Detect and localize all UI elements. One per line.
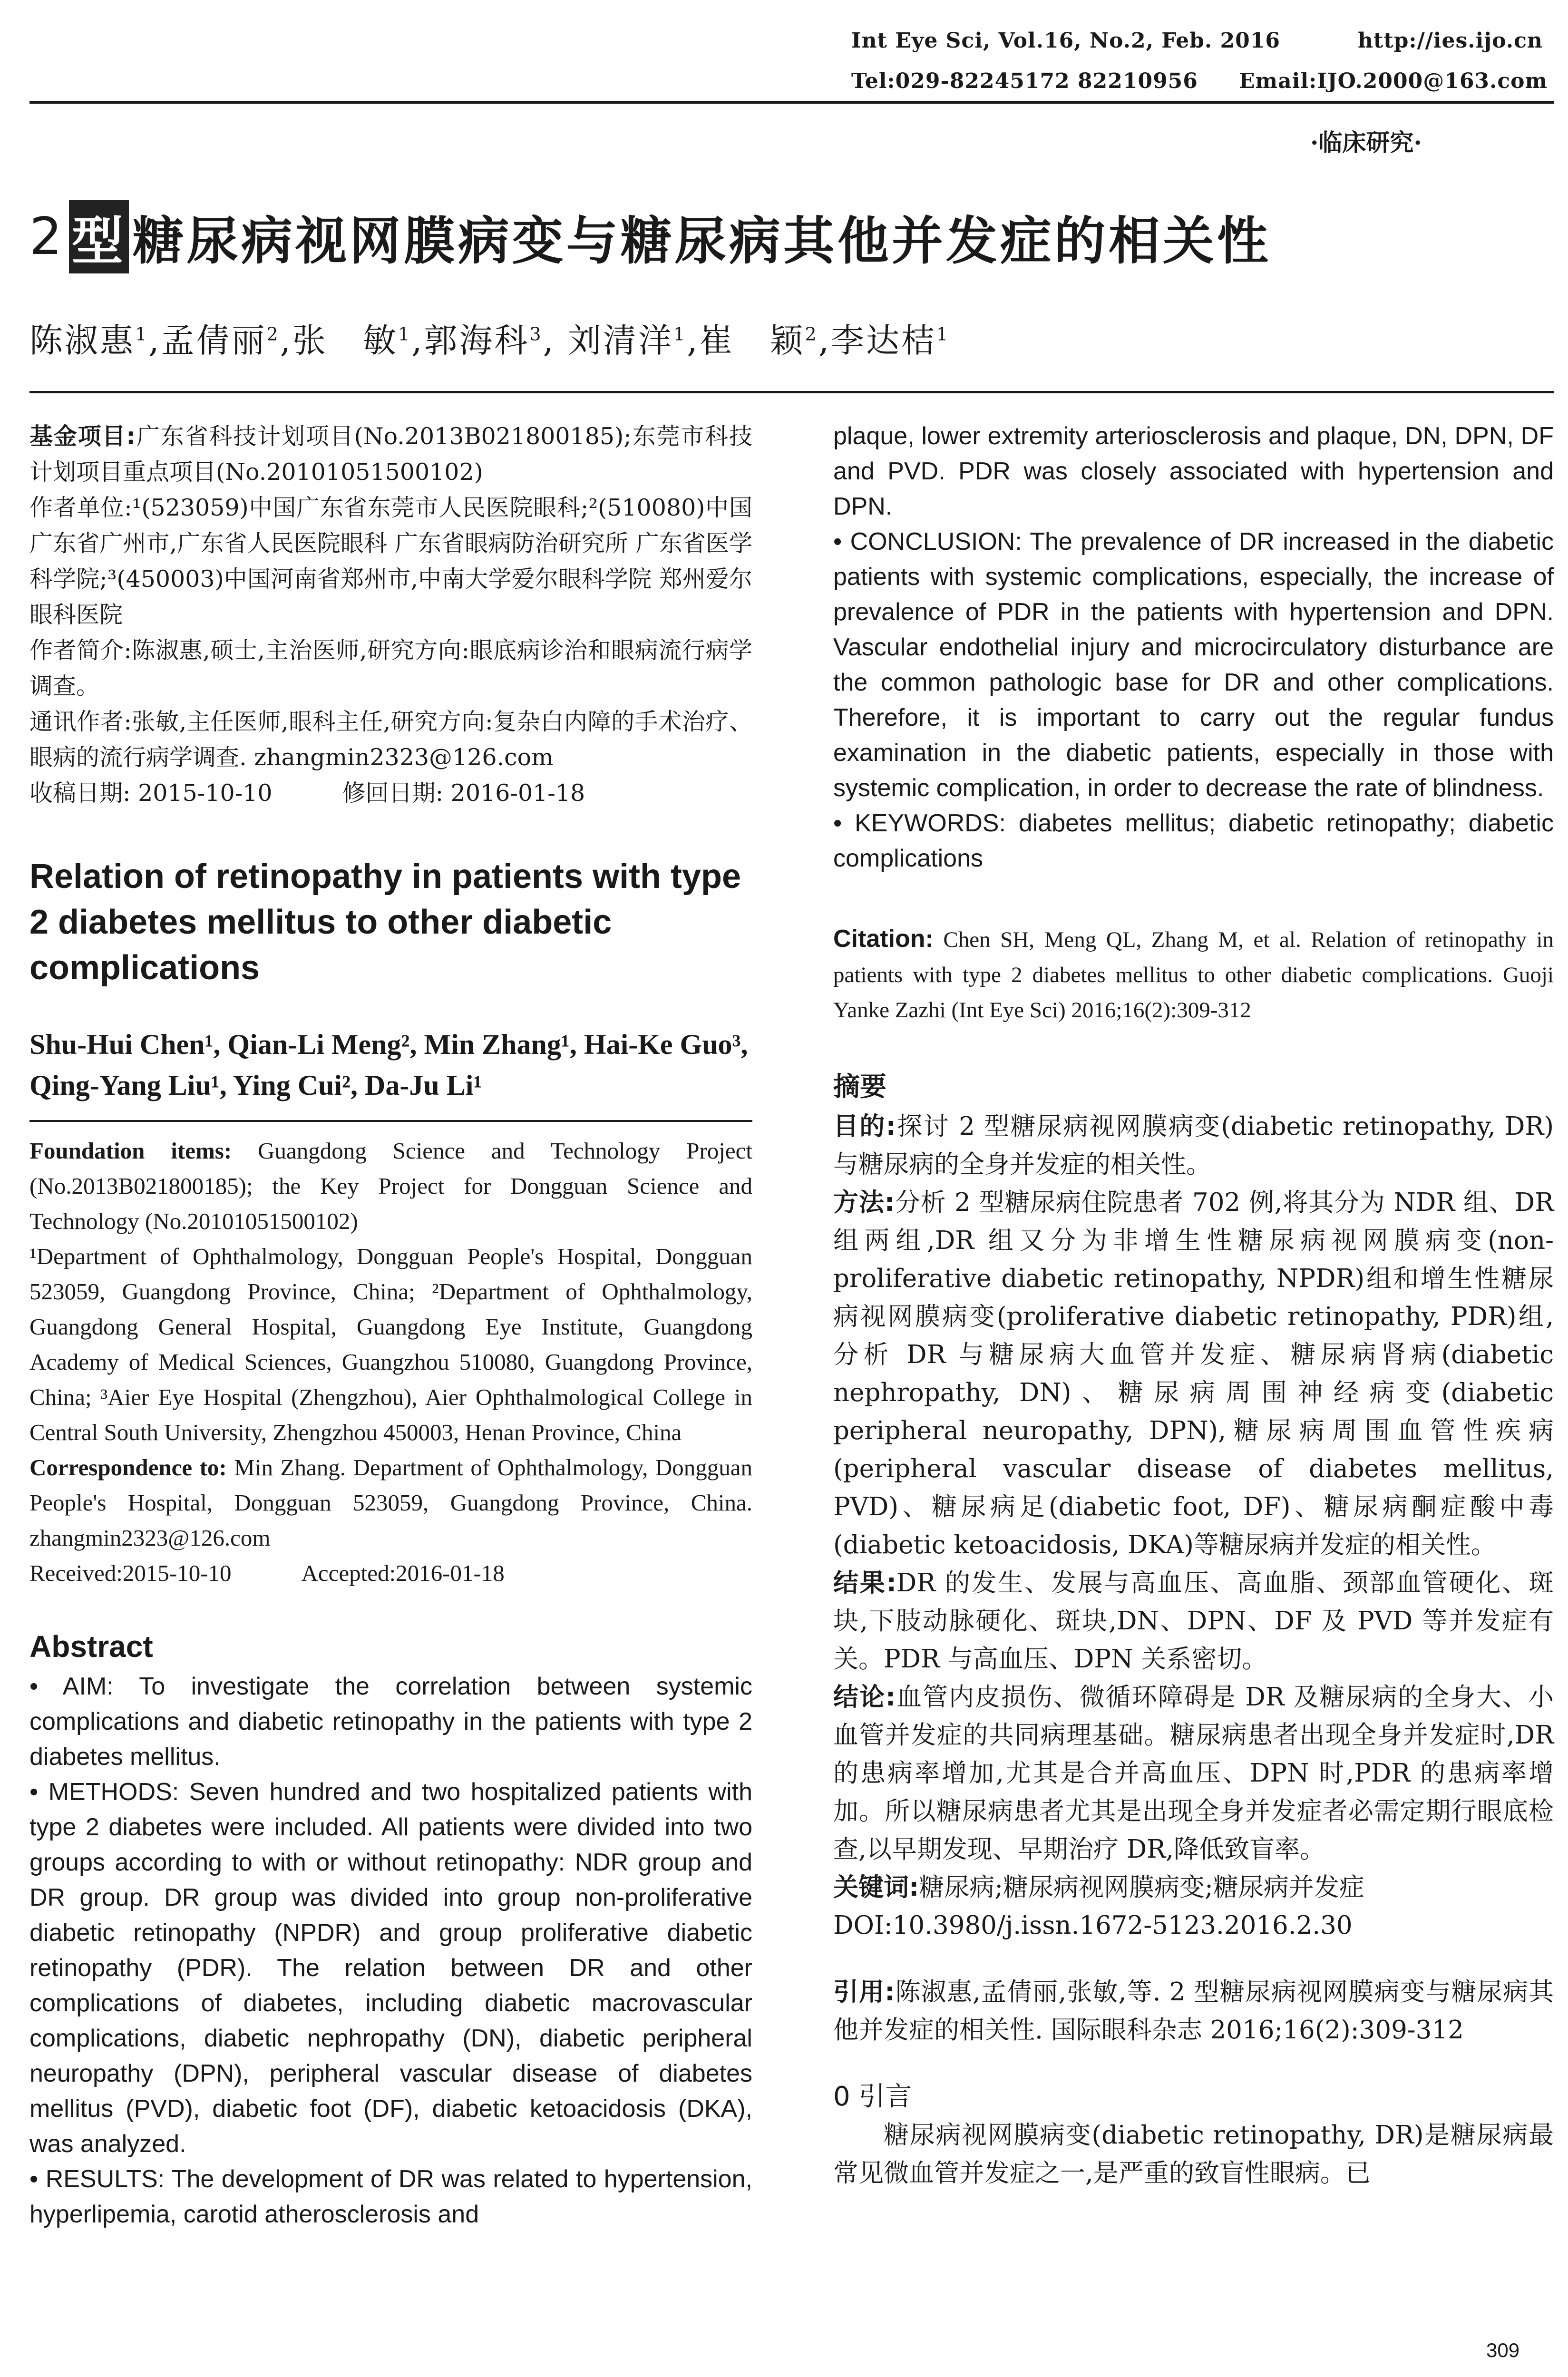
author-name-cn: 刘清洋 <box>568 321 674 360</box>
abstract-results-cont: plaque, lower extremity arteriosclerosis and plaque, DN, DPN, DF and PVD. PDR was closely associated with hypertension and DPN. <box>833 422 1554 520</box>
english-authors: Shu-Hui Chen¹, Qian-Li Meng², Min Zhang¹, Hai-Ke Guo³, Qing-Yang Liu¹, Ying Cui², Da-Ju Li¹ <box>29 1029 748 1101</box>
abstract-aim: • AIM: To investigate the correlation between systemic complications and diabetic retinopathy in the patients with type 2 diabetes mellitus. <box>29 1673 752 1771</box>
abstract-body <box>29 1669 752 2232</box>
cn-citation-text <box>833 1973 1554 2049</box>
intro-heading: 0 引言 <box>833 2081 912 2112</box>
author-name-cn: 李达桔 <box>830 321 936 360</box>
affiliation-en: ¹Department of Ophthalmology, Dongguan People's Hospital, Dongguan 523059, Guangdong Province, China; ²Department of Ophthalmology, Guangdong General Hospital, Guangdong Eye Institute, Guangdong Academy of Medical Sciences, Guangzhou 510080, Guangdong Province, China; ³Aier Eye Hospital (Zhengzhou), Aier Ophthalmological College in Central South University, Zhengzhou 450003, Henan Province, China <box>29 1243 752 1445</box>
correspondence-cn: 通讯作者:张敏,主任医师,眼科主任,研究方向:复杂白内障的手术治疗、眼病的流行病学调查. zhangmin2323@126.com <box>29 708 752 771</box>
left-column <box>29 419 752 2232</box>
author-separator: , <box>543 321 568 360</box>
page-number: 309 <box>1486 2339 1520 2361</box>
doi[interactable]: DOI:10.3980/j.issn.1672-5123.2016.2.30 <box>833 1911 1353 1940</box>
correspondence-en-label: Correspondence to: <box>29 1454 227 1481</box>
author-affiliation-sup: 3 <box>529 323 543 345</box>
section-label: ·临床研究· <box>1310 128 1422 156</box>
abstract-results-start: • RESULTS: The development of DR was related to hypertension, hyperlipemia, carotid atherosclerosis and <box>29 2165 752 2228</box>
cn-methods-label: 方法: <box>833 1188 895 1217</box>
article-title <box>29 200 1271 273</box>
header-rule <box>29 101 1554 104</box>
cn-conclusion-label: 结论: <box>833 1683 896 1712</box>
author-name-cn: 郭海科 <box>424 321 530 360</box>
right-column <box>833 419 1554 2192</box>
citation-en-text <box>833 921 1554 1028</box>
foundation-en-label: Foundation items: <box>29 1138 232 1164</box>
cn-keywords <box>833 1869 1554 1907</box>
abstract-keywords: • KEYWORDS: diabetes mellitus; diabetic retinopathy; diabetic complications <box>833 809 1554 872</box>
journal-tel: Tel:029-82245172 82210956 <box>851 69 1198 93</box>
cn-results-label: 结果: <box>833 1568 896 1598</box>
intro-body <box>833 2116 1554 2192</box>
cn-keywords-label: 关键词: <box>833 1873 919 1902</box>
citation-label: Citation: <box>833 925 934 953</box>
correspondence-en <box>29 1450 752 1556</box>
english-title: Relation of retinopathy in patients with type 2 diabetes mellitus to other diabetic complications <box>29 857 741 987</box>
cn-aim-label: 目的: <box>833 1112 896 1141</box>
cn-abstract-heading: 摘要 <box>833 1072 886 1102</box>
foundation-cn-fund <box>29 419 752 490</box>
cn-citation <box>833 1973 1554 2049</box>
foundation-en-items <box>29 1133 752 1239</box>
author-name-cn: 崔 颖 <box>699 321 805 360</box>
author-separator: , <box>687 321 700 360</box>
cn-keywords-text: 糖尿病;糖尿病视网膜病变;糖尿病并发症 <box>919 1873 1364 1902</box>
author-affiliation-sup: 1 <box>936 323 950 345</box>
abstract-continued <box>833 419 1554 876</box>
title-prefix: 2 <box>29 207 65 266</box>
author-name-cn: 张 敏 <box>292 321 398 360</box>
foundation-cn <box>29 419 752 811</box>
author-separator: , <box>280 321 292 360</box>
title-rule <box>29 391 1554 393</box>
author-list-cn <box>29 314 950 362</box>
title-rest: 糖尿病视网膜病变与糖尿病其他并发症的相关性 <box>132 212 1271 271</box>
cn-results <box>833 1564 1554 1678</box>
author-bio-cn: 作者简介:陈淑惠,硕士,主治医师,研究方向:眼底病诊治和眼病流行病学调查。 <box>29 637 752 700</box>
foundation-en <box>29 1133 752 1591</box>
cn-citation-body: 陈淑惠,孟倩丽,张敏,等. 2 型糖尿病视网膜病变与糖尿病其他并发症的相关性. 国际眼科杂志 2016;16(2):309-312 <box>833 1978 1554 2045</box>
author-separator: , <box>411 321 424 360</box>
english-authors-rule <box>29 1120 752 1122</box>
cn-conclusion-text: 血管内皮损伤、微循环障碍是 DR 及糖尿病的全身大、小血管并发症的共同病理基础。糖尿病患者出现全身并发症时,DR 的患病率增加,尤其是合并高血压、DPN 时,PDR 的患病率增加。所以糖尿病患者尤其是出现全身并发症者必需定期行眼底检查,以早期发现、早期治疗 DR,降低致盲率。 <box>833 1683 1554 1864</box>
author-name-cn: 孟倩丽 <box>161 321 267 360</box>
received-en: Received:2015-10-10 Accepted:2016-01-18 <box>29 1560 505 1586</box>
cn-conclusion <box>833 1678 1554 1869</box>
author-affiliation-sup: 2 <box>266 323 280 345</box>
author-separator: , <box>148 321 161 360</box>
dates-cn: 收稿日期: 2015-10-10 修回日期: 2016-01-18 <box>29 779 585 807</box>
journal-url[interactable]: http://ies.ijo.cn <box>1358 29 1543 53</box>
cn-abstract-body <box>833 1108 1554 1945</box>
abstract-methods: • METHODS: Seven hundred and two hospitalized patients with type 2 diabetes were included. All patients were divided into two groups according to with or without retinopathy: NDR group and DR group. DR group was divided into group non-proliferative diabetic retinopathy (NPDR) and group proliferative diabetic retinopathy (PDR). The relation between DR and other complications of diabetes, including diabetic macrovascular complications, diabetic nephropathy (DN), diabetic peripheral neuropathy (DPN), peripheral vascular disease of diabetes mellitus (PVD), diabetic foot (DF), diabetic ketoacidosis (DKA), was analyzed. <box>29 1778 752 2158</box>
author-affiliation-sup: 1 <box>673 323 687 345</box>
correspondence-en-text: Min Zhang. Department of Ophthalmology, Dongguan People's Hospital, Dongguan 523059, Guangdong Province, China. zhangmin2323@126.com <box>29 1454 753 1551</box>
cn-methods <box>833 1184 1554 1564</box>
title-xing: 型 <box>69 200 129 273</box>
foundation-cn-label: 基金项目: <box>29 423 136 450</box>
author-affiliation-sup: 2 <box>805 323 818 345</box>
intro-paragraph: 糖尿病视网膜病变(diabetic retinopathy, DR)是糖尿病最常见微血管并发症之一,是严重的致盲性眼病。已 <box>833 2121 1554 2188</box>
citation-en <box>833 921 1554 1028</box>
author-separator: , <box>818 321 831 360</box>
cn-aim-text: 探讨 2 型糖尿病视网膜病变(diabetic retinopathy, DR)与糖尿病的全身并发症的相关性。 <box>833 1112 1554 1179</box>
cn-aim <box>833 1108 1554 1184</box>
cn-citation-label: 引用: <box>833 1978 895 2007</box>
affiliation-cn: 作者单位:¹(523059)中国广东省东莞市人民医院眼科;²(510080)中国广东省广州市,广东省人民医院眼科 广东省眼病防治研究所 广东省医学科学院;³(450003)中国河南省郑州市,中南大学爱尔眼科学院 郑州爱尔眼科医院 <box>29 494 752 628</box>
abstract-heading: Abstract <box>29 1629 153 1664</box>
foundation-en-text: Guangdong Science and Technology Project (No.2013B021800185); the Key Project for Dongguan Science and Technology (No.20101051500102) <box>29 1138 752 1234</box>
author-affiliation-sup: 1 <box>398 323 412 345</box>
cn-methods-text: 分析 2 型糖尿病住院患者 702 例,将其分为 NDR 组、DR 组两组,DR 组又分为非增生性糖尿病视网膜病变(non-proliferative diabetic retinopathy, NPDR)组和增生性糖尿病视网膜病变(proliferative diabetic retinopathy, PDR)组,分析 DR 与糖尿病大血管并发症、糖尿病肾病(diabetic nephropathy, DN)、糖尿病周围神经病变(diabetic peripheral neuropathy, DPN),糖尿病周围血管性疾病(peripheral vascular disease of diabetes mellitus, PVD)、糖尿病足(diabetic foot, DF)、糖尿病酮症酸中毒(diabetic ketoacidosis, DKA)等糖尿病并发症的相关性。 <box>833 1188 1554 1559</box>
citation-body: Chen SH, Meng QL, Zhang M, et al. Relation of retinopathy in patients with type 2 diabetes mellitus to other diabetic complications. Guoji Yanke Zazhi (Int Eye Sci) 2016;16(2):309-312 <box>833 927 1554 1023</box>
journal-info: Int Eye Sci, Vol.16, No.2, Feb. 2016 <box>851 29 1280 53</box>
cn-results-text: DR 的发生、发展与高血压、高血脂、颈部血管硬化、斑块,下肢动脉硬化、斑块,DN、DPN、DF 及 PVD 等并发症有关。PDR 与高血压、DPN 关系密切。 <box>833 1568 1554 1674</box>
abstract-conclusion: • CONCLUSION: The prevalence of DR increased in the diabetic patients with systemic complications, especially, the increase of prevalence of PDR in the patients with hypertension and DPN. Vascular endothelial injury and microcirculatory disturbance are the common pathologic base for DR and other complications. Therefore, it is important to carry out the regular fundus examination in the diabetic patients, especially in those with systemic complication, in order to decrease the rate of blindness. <box>833 528 1554 802</box>
author-name-cn: 陈淑惠 <box>29 321 135 360</box>
journal-email[interactable]: Email:IJO.2000@163.com <box>1239 69 1548 93</box>
foundation-cn-text: 广东省科技计划项目(No.2013B021800185);东莞市科技计划项目重点项目(No.20101051500102) <box>29 423 752 486</box>
author-affiliation-sup: 1 <box>135 323 149 345</box>
